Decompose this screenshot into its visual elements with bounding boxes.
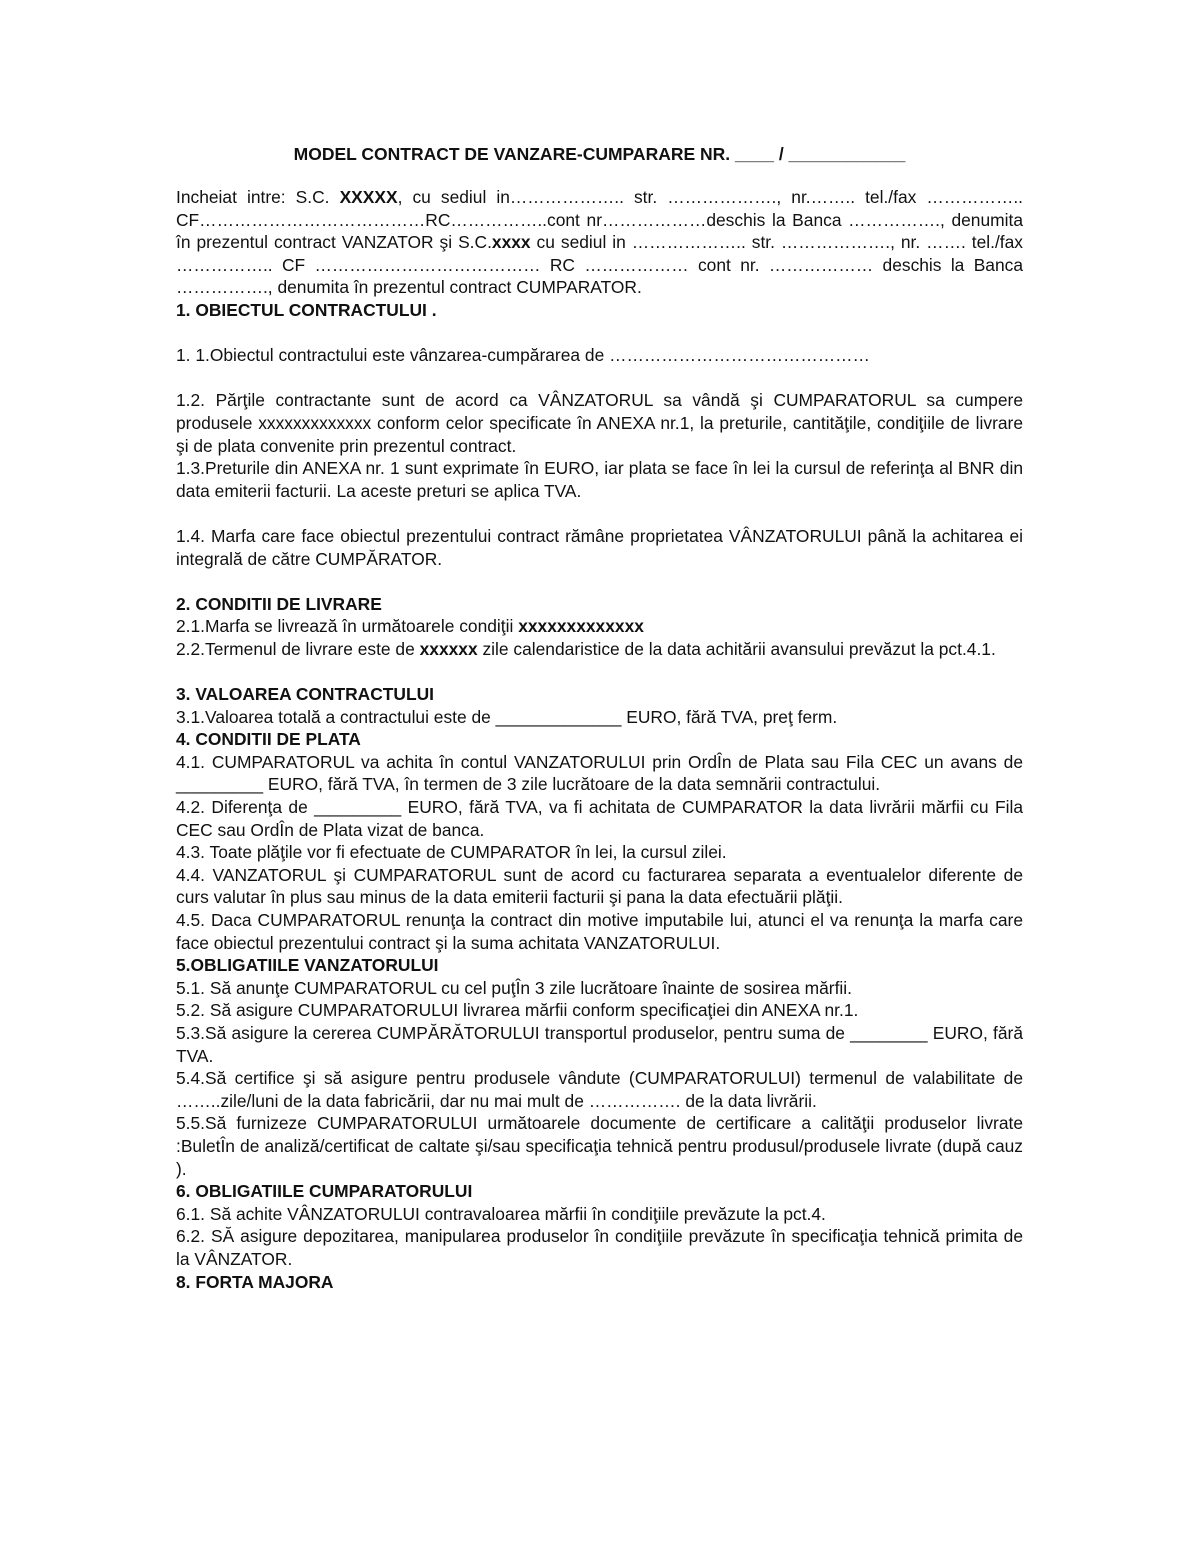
delivery-conditions-placeholder: xxxxxxxxxxxxx <box>518 616 644 637</box>
clause-1-2: 1.2. Părţile contractante sunt de acord ca VÂNZATORUL sa vândă şi CUMPARATORUL sa cumpere produsele xxxxxxxxxxxxx conform celor specificate în ANEXA nr.1, la preturile, cantităţile, condiţiile de livrare şi de plata convenite prin prezentul contract. <box>176 390 1023 456</box>
clause-6-1: 6.1. Să achite VÂNZATORULUI contravaloarea mărfii în condiţiile prevăzute la pct.4. <box>176 1203 826 1224</box>
clause-2-1 <box>176 615 1023 638</box>
clause-5-2: 5.2. Să asigure CUMPARATORULUI livrarea mărfii conform specificaţiei din ANEXA nr.1. <box>176 1000 859 1021</box>
intro-text-2: , cu sediul in……………….. str. ………………., nr.…….. tel./fax …………….. CF…………………………………RC……………..cont nr………………deschis la Banca ……………., denumita în prezentul contract VANZATOR şi S.C. <box>176 187 1024 253</box>
contract-title: MODEL CONTRACT DE VANZARE-CUMPARARE NR. ____ / ____________ <box>293 144 906 164</box>
delivery-days-placeholder: xxxxxx <box>419 638 478 659</box>
clause-2-1-text: 2.1.Marfa se livrează în următoarele condiţii <box>176 616 519 637</box>
clause-3-1: 3.1.Valoarea totală a contractului este de _____________ EURO, fără TVA, preţ ferm. <box>176 706 838 727</box>
intro-text-1: Incheiat intre: S.C. <box>176 187 340 207</box>
clause-4-3: 4.3. Toate plăţile vor fi efectuate de CUMPARATOR în lei, la cursul zilei. <box>176 842 727 863</box>
section-1-heading: 1. OBIECTUL CONTRACTULUI . <box>176 299 437 320</box>
section-8-heading: 8. FORTA MAJORA <box>176 1271 334 1292</box>
clause-1-4: 1.4. Marfa care face obiectul prezentului contract rămâne proprietatea VÂNZATORULUI până la achitarea ei integrală de către CUMPĂRATOR. <box>176 525 1023 569</box>
clause-1-1: 1. 1.Obiectul contractului este vânzarea-cumpărarea de ……………………………………… <box>176 345 870 366</box>
clause-5-1: 5.1. Să anunţe CUMPARATORUL cu cel puţÎn 3 zile lucrătoare înainte de sosirea mărfii. <box>176 977 852 998</box>
clause-4-1: 4.1. CUMPARATORUL va achita în contul VANZATORULUI prin OrdÎn de Plata sau Fila CEC un avans de _________ EURO, fără TVA, în termen de 3 zile lucrătoare de la data semnării contractului. <box>176 751 1023 795</box>
buyer-name: xxxx <box>491 232 531 253</box>
clause-4-4: 4.4. VANZATORUL şi CUMPARATORUL sunt de acord cu facturarea separata a eventualelor diferente de curs valutar în plus sau minus de la data emiterii facturii şi pana la data efectuării plăţii. <box>176 864 1023 908</box>
clause-1-3: 1.3.Preturile din ANEXA nr. 1 sunt exprimate în EURO, iar plata se face în lei la cursul de referinţa al BNR din data emiterii facturii. La aceste preturi se aplica TVA. <box>176 458 1023 501</box>
intro-text-3: cu sediul in ……………….. str. ………………., nr. ……. tel./fax …………….. CF ………………………………… RC ……………… cont nr. ……………… deschis la Banca ……………., denumita în prezentul contract CUMPARATOR. <box>176 232 1023 298</box>
section-5-heading: 5.OBLIGATIILE VANZATORULUI <box>176 955 439 976</box>
section-4-heading: 4. CONDITII DE PLATA <box>176 729 361 750</box>
section-3-heading: 3. VALOAREA CONTRACTULUI <box>176 684 434 705</box>
clause-2-2 <box>176 638 1023 661</box>
clause-6-2: 6.2. SĂ asigure depozitarea, manipularea produselor în condiţiile prevăzute în specificaţia tehnică primita de la VÂNZATOR. <box>176 1226 1023 1269</box>
clause-5-5: 5.5.Să furnizeze CUMPARATORULUI următoarele documente de certificare a calităţii produselor livrate :BuletÎn de analiză/certificat de caltate şi/sau specificaţia tehnică pentru produsul/produsele livrate (după cauz ). <box>176 1113 1023 1179</box>
section-6-heading: 6. OBLIGATIILE CUMPARATORULUI <box>176 1181 473 1202</box>
clause-5-3: 5.3.Să asigure la cererea CUMPĂRĂTORULUI transportul produselor, pentru suma de ________ EURO, fără TVA. <box>176 1022 1023 1066</box>
clause-4-5: 4.5. Daca CUMPARATORUL renunţa la contract din motive imputabile lui, atunci el va renunţa la marfa care face obiectul prezentului contract şi la suma achitata VANZATORULUI. <box>176 910 1023 953</box>
clause-2-2-text-b: zile calendaristice de la data achitării avansului prevăzut la pct.4.1. <box>477 638 996 659</box>
section-2-heading: 2. CONDITII DE LIVRARE <box>176 593 382 614</box>
clause-5-4: 5.4.Să certifice şi să asigure pentru produsele vândute (CUMPARATORULUI) termenul de valabilitate de ……..zile/luni de la data fabricării, dar nu mai mult de ……………. de la data livrării. <box>176 1068 1023 1111</box>
intro-paragraph <box>176 186 1023 299</box>
clause-2-2-text-a: 2.2.Termenul de livrare este de <box>176 638 420 659</box>
clause-4-2: 4.2. Diferenţa de _________ EURO, fără TVA, va fi achitata de CUMPARATOR la data livrării mărfii cu Fila CEC sau OrdÎn de Plata vizat de banca. <box>176 797 1023 840</box>
seller-name: XXXXX <box>339 187 398 207</box>
